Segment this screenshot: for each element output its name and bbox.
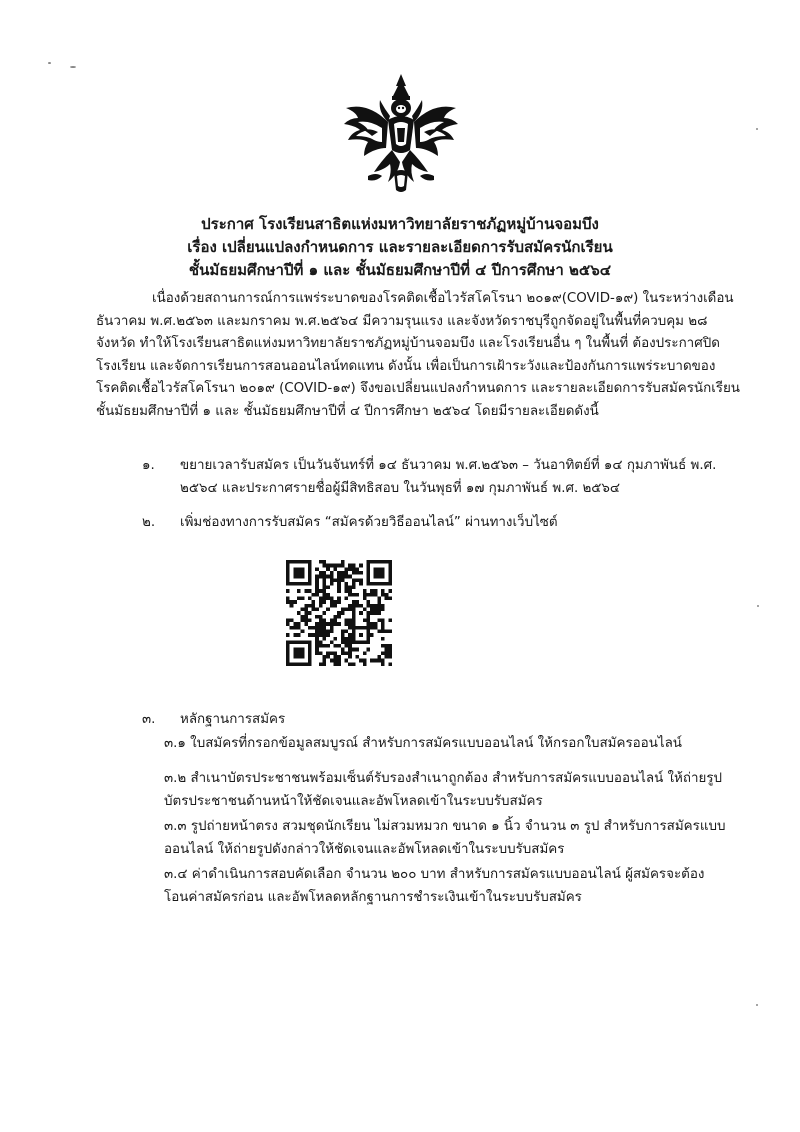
scan-speck	[757, 605, 759, 607]
list-item-number: ๒.	[142, 515, 156, 530]
sub-item	[164, 816, 725, 861]
list-item-line: เพิ่มช่องทางการรับสมัคร “สมัครด้วยวิธีออนไลน์” ผ่านทางเว็บไซต์	[180, 515, 558, 530]
intro-line: เนื่องด้วยสถานการณ์การแพร่ระบาดของโรคติดเชื้อไวรัสโคโรนา ๒๐๑๙(COVID-๑๙) ในระหว่างเดือน	[152, 291, 734, 306]
list-item-number: ๑.	[142, 458, 155, 473]
intro-paragraph	[96, 288, 740, 423]
intro-line: จังหวัด ทำให้โรงเรียนสาธิตแห่งมหาวิทยาลัยราชภัฏหมู่บ้านจอมบึง และโรงเรียนอื่น ๆ ในพื้นที่ ต้องประกาศปิด	[96, 336, 720, 351]
list-item-title: หลักฐานการสมัคร	[180, 712, 286, 727]
sub-item-line: บัตรประชาชนด้านหน้าให้ชัดเจนและอัพโหลดเข้าในระบบรับสมัคร	[164, 793, 543, 809]
sub-item	[164, 768, 722, 813]
intro-line: โรคติดเชื้อไวรัสโคโรนา ๒๐๑๙ (COVID-๑๙) จึงขอเปลี่ยนแปลงกำหนดการ และรายละเอียดการรับสมัครนักเรียน	[96, 381, 740, 396]
announcement-title: ประกาศ โรงเรียนสาธิตแห่งมหาวิทยาลัยราชภัฏหมู่บ้านจอมบึง	[201, 215, 599, 233]
scan-speck	[756, 128, 758, 130]
intro-line: ชั้นมัธยมศึกษาปีที่ ๑ และ ชั้นมัธยมศึกษาปีที่ ๔ ปีการศึกษา ๒๕๖๔ โดยมีรายละเอียดดังนี้	[96, 403, 599, 419]
list-item-number: ๓.	[142, 712, 156, 727]
list-item-line: ขยายเวลารับสมัคร เป็นวันจันทร์ที่ ๑๔ ธันวาคม พ.ศ.๒๕๖๓ – วันอาทิตย์ที่ ๑๔ กุมภาพันธ์ พ.ศ.	[180, 458, 717, 473]
sub-item-line: ๓.๒ สำเนาบัตรประชาชนพร้อมเซ็นต์รับรองสำเนาถูกต้อง สำหรับการสมัครแบบออนไลน์ ให้ถ่ายรูป	[164, 771, 723, 786]
intro-line: ธันวาคม พ.ศ.๒๕๖๓ และมกราคม พ.ศ.๒๕๖๔ มีความรุนแรง และจังหวัดราชบุรีถูกจัดอยู่ในพื้นที่ควบคุม ๒๘	[96, 313, 708, 329]
list-item-line: ๒๕๖๔ และประกาศรายชื่อผู้มีสิทธิสอบ ในวันพุธที่ ๑๗ กุมภาพันธ์ พ.ศ. ๒๕๖๔	[180, 480, 621, 496]
intro-line: โรงเรียน และจัดการเรียนการสอนออนไลน์ทดแทน ดังนั้น เพื่อเป็นการเฝ้าระวังและป้องกันการแพร่ระบาดของ	[96, 358, 716, 374]
list-item-text	[180, 512, 558, 535]
scan-speck	[756, 1004, 758, 1006]
sub-item-line: ๓.๔ ค่าดำเนินการสอบคัดเลือก จำนวน ๒๐๐ บาท สำหรับการสมัครแบบออนไลน์ ผู้สมัครจะต้อง	[164, 867, 705, 882]
scan-speck	[70, 66, 76, 68]
announcement-grade-levels: ชั้นมัธยมศึกษาปีที่ ๑ และ ชั้นมัธยมศึกษาปีที่ ๔ ปีการศึกษา ๒๕๖๔	[188, 261, 612, 279]
sub-item	[164, 733, 682, 756]
sub-item	[164, 864, 704, 909]
garuda-emblem-icon	[338, 72, 464, 196]
announcement-subject: เรื่อง เปลี่ยนแปลงกำหนดการ และรายละเอียดการรับสมัครนักเรียน	[187, 238, 613, 256]
qr-code-icon[interactable]	[286, 560, 392, 666]
sub-item-line: ออนไลน์ ให้ถ่ายรูปดังกล่าวให้ชัดเจนและอัพโหลดเข้าในระบบรับสมัคร	[164, 841, 565, 857]
sub-item-line: ๓.๑ ใบสมัครที่กรอกข้อมูลสมบูรณ์ สำหรับการสมัครแบบออนไลน์ ให้กรอกใบสมัครออนไลน์	[164, 736, 682, 751]
scan-speck	[48, 62, 51, 64]
sub-item-line: ๓.๓ รูปถ่ายหน้าตรง สวมชุดนักเรียน ไม่สวมหมวก ขนาด ๑ นิ้ว จำนวน ๓ รูป สำหรับการสมัครแบบ	[164, 819, 726, 834]
list-item-text	[180, 455, 716, 500]
sub-item-line: โอนค่าสมัครก่อน และอัพโหลดหลักฐานการชำระเงินเข้าในระบบรับสมัคร	[164, 889, 582, 905]
